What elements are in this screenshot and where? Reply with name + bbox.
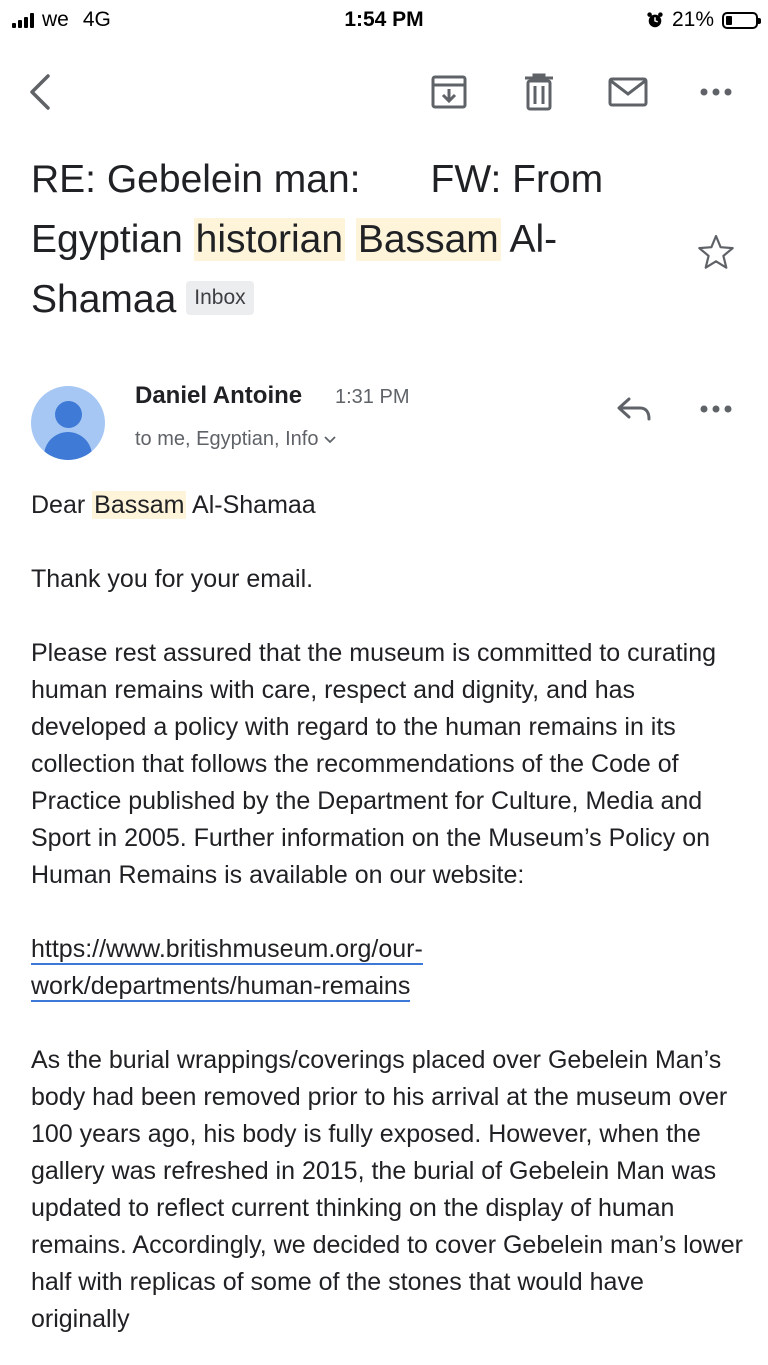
archive-icon [430, 74, 468, 110]
search-highlight: historian [195, 218, 344, 261]
more-horizontal-icon [699, 404, 733, 414]
inbox-label-chip[interactable]: Inbox [186, 281, 253, 315]
star-button[interactable] [690, 226, 742, 278]
status-bar [0, 0, 768, 40]
greeting-text: Al-Shamaa [192, 491, 316, 519]
greeting [31, 487, 743, 524]
status-right [646, 8, 758, 32]
reply-icon [616, 396, 652, 422]
greeting-text: Dear [31, 491, 86, 519]
toolbar [0, 60, 768, 124]
alarm-icon [646, 11, 664, 29]
chevron-down-icon [324, 436, 336, 444]
body-link-paragraph [31, 931, 743, 1005]
chevron-left-icon [26, 72, 54, 112]
body-paragraph: As the burial wrappings/coverings placed over Gebelein Man’s body had been removed prior to his arrival at the museum over 100 years ago, his body is fully exposed. However, when the gallery was refreshed in 2015, the burial of Gebelein Man was updated to reflect current thinking on the display of human remains. Accordingly, we decided to cover Gebelein man’s lower half with replicas of some of the stones that would have originally [31, 1046, 743, 1333]
battery-icon [722, 12, 758, 29]
message-time: 1:31 PM [335, 386, 410, 408]
message-body [31, 487, 743, 1365]
subject-part: RE: Gebelein man: [31, 158, 361, 201]
reply-button[interactable] [608, 386, 660, 432]
subject-part: Shamaa [31, 278, 177, 321]
policy-link[interactable]: https://www.britishmuseum.org/our- work/departments/human-remains [31, 935, 423, 1000]
carrier-label: we [42, 8, 69, 31]
star-icon [697, 234, 735, 270]
body-paragraph: Thank you for your email. [31, 565, 314, 593]
sender-name[interactable]: Daniel Antoine [135, 382, 303, 409]
archive-button[interactable] [423, 66, 475, 118]
avatar[interactable] [31, 386, 105, 460]
subject-heading [31, 150, 671, 330]
message-more-button[interactable] [690, 386, 742, 432]
subject-part: Al- [509, 218, 558, 261]
delete-button[interactable] [513, 66, 565, 118]
mail-icon [608, 77, 648, 107]
status-time: 1:54 PM [344, 8, 424, 31]
more-horizontal-icon [699, 87, 733, 97]
more-options-button[interactable] [690, 66, 742, 118]
subject-part: FW: From [430, 158, 604, 201]
search-highlight: Bassam [94, 491, 185, 519]
mark-unread-button[interactable] [602, 66, 654, 118]
back-button[interactable] [14, 66, 66, 118]
person-icon [55, 401, 82, 428]
recipients-label: to me, Egyptian, Info [135, 428, 319, 450]
recipients-toggle[interactable] [135, 428, 336, 451]
battery-percent: 21% [671, 8, 714, 31]
search-highlight: Bassam [357, 218, 499, 261]
trash-icon [523, 73, 555, 111]
network-label: 4G [82, 8, 111, 31]
body-paragraph: Please rest assured that the museum is committed to curating human remains with care, respect and dignity, and has developed a policy with regard to the human remains in its collection that follows the recommendations of the Code of Practice published by the Department for Culture, Media and Sport in 2005. Further information on the Museum’s Policy on Human Remains is available on our website: [31, 639, 717, 889]
subject-part: Egyptian [31, 218, 183, 261]
